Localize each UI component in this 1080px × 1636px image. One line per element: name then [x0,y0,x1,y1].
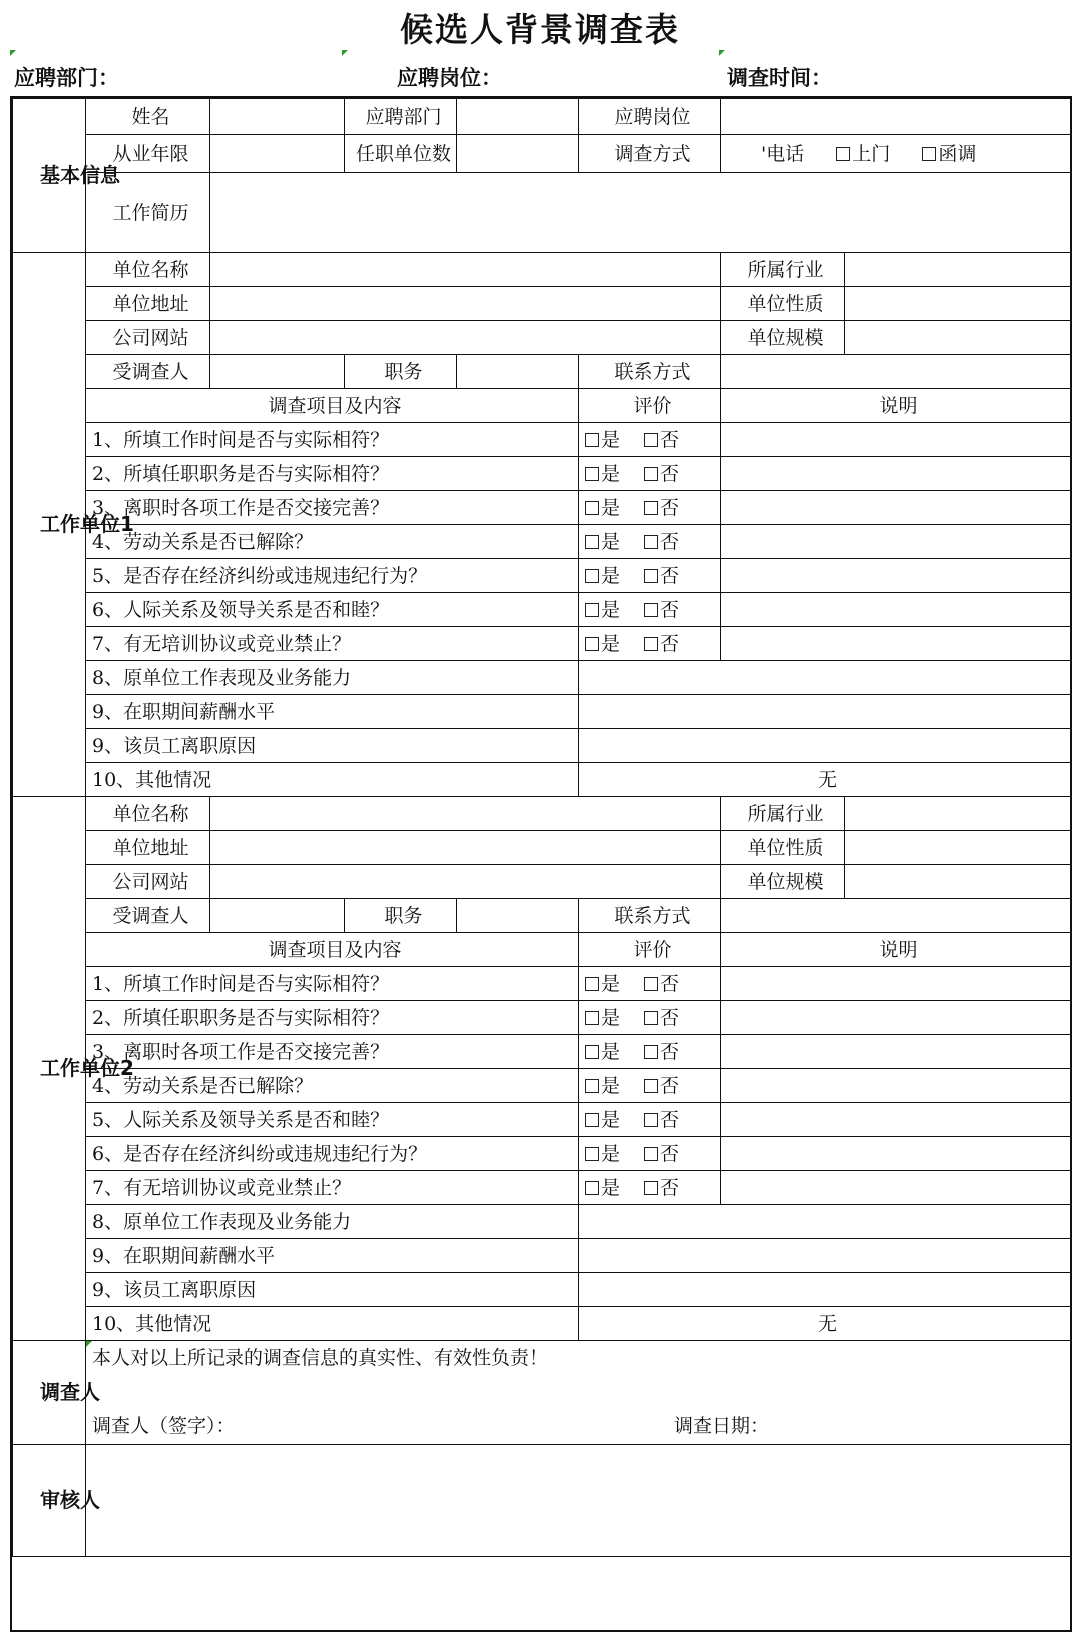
check-row [13,627,1071,661]
note-input[interactable] [721,559,1071,593]
yes-checkbox[interactable]: 是 [585,599,620,621]
check-item: 4、劳动关系是否已解除？ [86,1069,579,1103]
yes-no-choice [579,1103,721,1137]
check-item: 4、劳动关系是否已解除？ [86,525,579,559]
check-row [13,1171,1071,1205]
check-row [13,1137,1071,1171]
yes-no-choice [579,1171,721,1205]
label-address: 单位地址 [86,831,210,865]
input-scale[interactable] [845,865,1071,899]
label-method: 调查方式 [579,135,721,173]
eval-header: 评价 [579,389,721,423]
input-company-name[interactable] [210,797,721,831]
note-input[interactable] [721,525,1071,559]
yes-checkbox[interactable]: 是 [585,1109,620,1131]
yes-checkbox[interactable]: 是 [585,565,620,587]
note-input[interactable] [721,1035,1071,1069]
input-duty[interactable] [457,355,579,389]
items-header: 调查项目及内容 [86,933,579,967]
note-input[interactable] [721,1137,1071,1171]
label-industry: 所属行业 [721,253,845,287]
yes-checkbox[interactable]: 是 [585,1041,620,1063]
note-input[interactable] [721,593,1071,627]
no-checkbox[interactable]: 否 [644,1177,679,1199]
investigator-date-label: 调查日期： [674,1415,770,1437]
no-checkbox[interactable]: 否 [644,1109,679,1131]
check-row [13,1035,1071,1069]
label-years: 从业年限 [86,135,210,173]
text-item-value[interactable] [579,1239,1071,1273]
text-item-value[interactable] [579,695,1071,729]
text-item-value[interactable]: 无 [579,1307,1071,1341]
text-item-value[interactable]: 无 [579,763,1071,797]
input-address[interactable] [210,287,721,321]
checkbox-icon [836,147,850,161]
text-item-label: 8、原单位工作表现及业务能力 [86,661,579,695]
check-item: 3、离职时各项工作是否交接完善？ [86,1035,579,1069]
yes-checkbox[interactable]: 是 [585,633,620,655]
note-input[interactable] [721,1103,1071,1137]
text-item-label: 9、在职期间薪酬水平 [86,695,579,729]
yes-no-choice [579,1001,721,1035]
note-input[interactable] [721,1069,1071,1103]
section-reviewer: 审核人 [13,1445,86,1557]
text-row [13,695,1071,729]
label-duty: 职务 [345,355,457,389]
method-letter[interactable]: 函调 [922,143,976,165]
section-investigator: 调查人 [13,1341,86,1445]
text-row [13,1307,1071,1341]
check-item: 2、所填任职职务是否与实际相符？ [86,1001,579,1035]
yes-no-choice [579,559,721,593]
reviewer-input[interactable] [86,1445,1071,1557]
input-website[interactable] [210,865,721,899]
input-company-name[interactable] [210,253,721,287]
no-checkbox[interactable]: 否 [644,1143,679,1165]
cell-comment-marker [10,50,16,56]
text-row [13,1205,1071,1239]
input-name[interactable] [210,99,345,135]
text-row [13,1273,1071,1307]
no-checkbox[interactable]: 否 [644,565,679,587]
label-nature: 单位性质 [721,831,845,865]
note-header: 说明 [721,389,1071,423]
cell-comment-marker [719,50,725,56]
input-resume[interactable] [210,173,1071,253]
note-input[interactable] [721,423,1071,457]
note-header: 说明 [721,933,1071,967]
label-nature: 单位性质 [721,287,845,321]
note-input[interactable] [721,627,1071,661]
input-duty[interactable] [457,899,579,933]
check-row [13,1103,1071,1137]
yes-no-choice [579,1137,721,1171]
method-visit[interactable]: 上门 [836,143,890,165]
form-table [12,98,1071,1557]
label-respondent: 受调查人 [86,899,210,933]
work-unit-1 [13,253,1071,797]
input-respondent[interactable] [210,899,345,933]
yes-checkbox[interactable]: 是 [585,1075,620,1097]
yes-no-choice [579,1069,721,1103]
yes-no-choice [579,1035,721,1069]
label-company-name: 单位名称 [86,253,210,287]
header-time-label: 调查时间： [727,66,832,90]
yes-checkbox[interactable]: 是 [585,531,620,553]
input-employers-count[interactable] [457,135,579,173]
note-input[interactable] [721,491,1071,525]
yes-no-choice [579,627,721,661]
input-apply-position[interactable] [721,99,1071,135]
label-employers-count: 任职单位数 [345,135,457,173]
text-item-label: 8、原单位工作表现及业务能力 [86,1205,579,1239]
input-website[interactable] [210,321,721,355]
label-company-name: 单位名称 [86,797,210,831]
text-item-value[interactable] [579,1205,1071,1239]
text-item-label: 10、其他情况 [86,1307,579,1341]
no-checkbox[interactable]: 否 [644,1075,679,1097]
input-contact[interactable] [721,899,1071,933]
text-item-label: 9、该员工离职原因 [86,729,579,763]
input-scale[interactable] [845,321,1071,355]
input-nature[interactable] [845,831,1071,865]
investigator-statement: 本人对以上所记录的调查信息的真实性、有效性负责！ [92,1347,549,1369]
label-scale: 单位规模 [721,865,845,899]
check-item: 2、所填任职职务是否与实际相符？ [86,457,579,491]
label-duty: 职务 [345,899,457,933]
header-position-label: 应聘岗位： [397,66,502,90]
input-contact[interactable] [721,355,1071,389]
yes-no-choice [579,967,721,1001]
no-checkbox[interactable]: 否 [644,1007,679,1029]
text-row [13,1239,1071,1273]
no-checkbox[interactable]: 否 [644,463,679,485]
text-item-value[interactable] [579,1273,1071,1307]
investigator-sign-label: 调查人（签字）： [92,1415,235,1437]
check-item: 5、人际关系及领导关系是否和睦？ [86,1103,579,1137]
input-years[interactable] [210,135,345,173]
page-title: 候选人背景调查表 [400,10,680,49]
check-item: 6、人际关系及领导关系是否和睦？ [86,593,579,627]
input-respondent[interactable] [210,355,345,389]
yes-checkbox[interactable]: 是 [585,497,620,519]
check-row [13,1001,1071,1035]
text-row [13,729,1071,763]
label-website: 公司网站 [86,321,210,355]
check-row [13,423,1071,457]
check-item: 3、离职时各项工作是否交接完善？ [86,491,579,525]
no-checkbox[interactable]: 否 [644,429,679,451]
investigator-block [86,1341,1071,1445]
no-checkbox[interactable]: 否 [644,633,679,655]
text-row [13,661,1071,695]
check-row [13,525,1071,559]
input-apply-dept[interactable] [457,99,579,135]
input-industry[interactable] [845,253,1071,287]
items-header: 调查项目及内容 [86,389,579,423]
yes-checkbox[interactable]: 是 [585,973,620,995]
note-input[interactable] [721,457,1071,491]
input-nature[interactable] [845,287,1071,321]
method-phone[interactable]: '电话 [761,142,805,165]
no-checkbox[interactable]: 否 [644,531,679,553]
check-item: 1、所填工作时间是否与实际相符？ [86,967,579,1001]
input-address[interactable] [210,831,721,865]
work-unit-2 [13,797,1071,1341]
yes-checkbox[interactable]: 是 [585,1007,620,1029]
no-checkbox[interactable]: 否 [644,497,679,519]
check-item: 7、有无培训协议或竞业禁止？ [86,1171,579,1205]
yes-no-choice [579,593,721,627]
label-apply-dept: 应聘部门 [345,99,457,135]
check-item: 5、是否存在经济纠纷或违规违纪行为？ [86,559,579,593]
yes-checkbox[interactable]: 是 [585,429,620,451]
check-row [13,457,1071,491]
eval-header: 评价 [579,933,721,967]
section-work-unit-2: 工作单位2 [13,797,86,1341]
text-item-label: 10、其他情况 [86,763,579,797]
check-row [13,1069,1071,1103]
text-item-value[interactable] [579,661,1071,695]
label-contact: 联系方式 [579,899,721,933]
label-name: 姓名 [86,99,210,135]
label-industry: 所属行业 [721,797,845,831]
check-item: 1、所填工作时间是否与实际相符？ [86,423,579,457]
text-row [13,763,1071,797]
input-industry[interactable] [845,797,1071,831]
section-work-unit-1: 工作单位1 [13,253,86,797]
check-item: 7、有无培训协议或竞业禁止？ [86,627,579,661]
note-input[interactable] [721,967,1071,1001]
label-apply-position: 应聘岗位 [579,99,721,135]
yes-no-choice [579,491,721,525]
label-resume: 工作简历 [86,173,210,253]
check-row [13,491,1071,525]
header-dept-label: 应聘部门： [14,66,119,90]
note-input[interactable] [721,1171,1071,1205]
method-options [721,135,1071,173]
text-item-label: 9、在职期间薪酬水平 [86,1239,579,1273]
no-checkbox[interactable]: 否 [644,973,679,995]
yes-checkbox[interactable]: 是 [585,463,620,485]
yes-no-choice [579,423,721,457]
note-input[interactable] [721,1001,1071,1035]
checkbox-icon [922,147,936,161]
yes-no-choice [579,525,721,559]
label-website: 公司网站 [86,865,210,899]
label-contact: 联系方式 [579,355,721,389]
yes-checkbox[interactable]: 是 [585,1143,620,1165]
check-row [13,967,1071,1001]
label-respondent: 受调查人 [86,355,210,389]
text-item-value[interactable] [579,729,1071,763]
section-basic-info: 基本信息 [13,99,86,253]
no-checkbox[interactable]: 否 [644,1041,679,1063]
cell-comment-marker [342,50,348,56]
yes-no-choice [579,457,721,491]
text-item-label: 9、该员工离职原因 [86,1273,579,1307]
no-checkbox[interactable]: 否 [644,599,679,621]
label-address: 单位地址 [86,287,210,321]
check-row [13,559,1071,593]
check-row [13,593,1071,627]
background-check-form [10,96,1072,1632]
check-item: 6、是否存在经济纠纷或违规违纪行为？ [86,1137,579,1171]
label-scale: 单位规模 [721,321,845,355]
yes-checkbox[interactable]: 是 [585,1177,620,1199]
